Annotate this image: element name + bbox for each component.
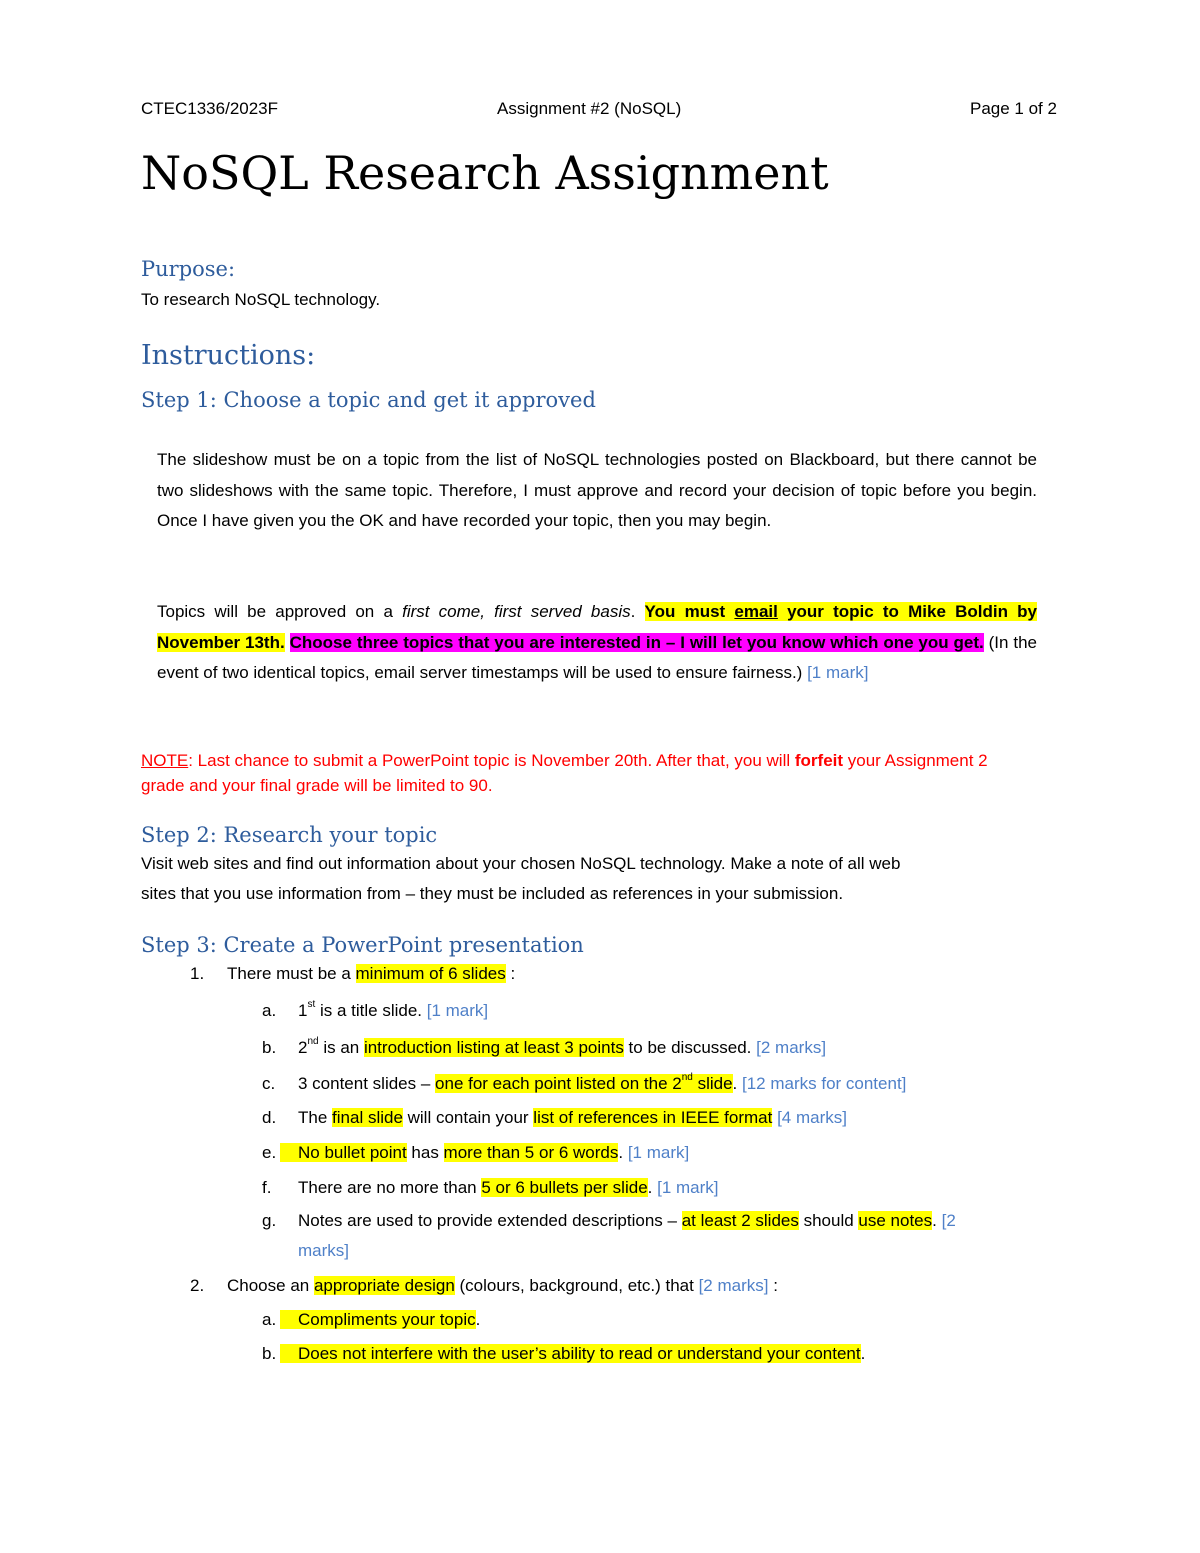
subitem-d-letter: d. bbox=[262, 1108, 277, 1127]
note-line-1: NOTE: Last chance to submit a PowerPoint topic is November 20th. After that, you will forfeit your Assignment 2 bbox=[141, 751, 988, 770]
subitem-g-mark-1: [2 bbox=[941, 1211, 956, 1230]
p2-text-b: . bbox=[630, 602, 645, 621]
purpose-text: To research NoSQL technology. bbox=[141, 290, 381, 309]
p2-highlight-email: You must email your topic to Mike Boldin by November 13th. bbox=[157, 602, 1038, 652]
subitem-g-highlight-1: at least 2 slides bbox=[681, 1211, 799, 1230]
subitem-c-highlight: one for each point listed on the 2nd slide bbox=[435, 1072, 733, 1093]
subitem-d-mark: [4 marks] bbox=[777, 1108, 847, 1127]
note-line-2: grade and your final grade will be limited to 90. bbox=[141, 776, 493, 795]
subitem-f-mark: [1 mark] bbox=[657, 1178, 719, 1197]
subitem-c-mark: [12 marks for content] bbox=[741, 1074, 907, 1093]
subitem-b-letter: b. bbox=[262, 1038, 277, 1057]
item2-subitem-a-highlight: Compliments your topic bbox=[280, 1310, 476, 1329]
p2-highlight-three-topics: Choose three topics that you are interested in – I will let you know which one you get. bbox=[289, 632, 984, 652]
step2-heading: Step 2: Research your topic bbox=[141, 823, 438, 847]
subitem-a-letter: a. bbox=[262, 1001, 277, 1020]
header-course-code: CTEC1336/2023F bbox=[141, 99, 279, 118]
subitem-d-highlight-2: list of references in IEEE format bbox=[533, 1108, 773, 1127]
subitem-e-highlight-1: No bullet point bbox=[280, 1143, 407, 1162]
subitem-g-letter: g. bbox=[262, 1211, 277, 1230]
p2-italic: first come, first served basis bbox=[402, 602, 631, 621]
p2-text-c: (In the event of two identical topics, email server timestamps will be used to ensure fairness.) bbox=[157, 632, 1037, 682]
item2-text: Choose an appropriate design (colours, background, etc.) that [2 marks] : bbox=[227, 1276, 778, 1295]
item1-number: 1. bbox=[190, 964, 205, 983]
subitem-e-letter: e. bbox=[262, 1143, 277, 1162]
item2-number: 2. bbox=[190, 1276, 205, 1295]
p2-text-a: Topics will be approved on a bbox=[157, 602, 403, 621]
subitem-b-highlight: introduction listing at least 3 points bbox=[363, 1038, 624, 1057]
step2-line-2: sites that you use information from – they must be included as references in your submission. bbox=[141, 884, 844, 903]
header-page-number: Page 1 of 2 bbox=[970, 99, 1057, 118]
subitem-b-text: 2nd is an introduction listing at least 3 points to be discussed. [2 marks] bbox=[298, 1036, 827, 1057]
item2-subitem-b-letter: b. bbox=[262, 1344, 277, 1363]
item2-subitem-a-letter: a. bbox=[262, 1310, 277, 1329]
purpose-heading: Purpose: bbox=[141, 257, 236, 281]
subitem-f-highlight: 5 or 6 bullets per slide bbox=[481, 1178, 648, 1197]
step3-heading: Step 3: Create a PowerPoint presentation bbox=[141, 933, 584, 957]
step1-paragraph-2 bbox=[157, 597, 1037, 689]
step1-paragraph-1: The slideshow must be on a topic from the list of NoSQL technologies posted on Blackboard, but there cannot be two slideshows with the same topic. Therefore, I must approve and record your decision of topic before you begin. Once I have given you the OK and have recorded your topic, then you may begin. bbox=[157, 450, 1037, 530]
step1-heading: Step 1: Choose a topic and get it approved bbox=[141, 388, 596, 412]
step2-line-1: Visit web sites and find out information about your chosen NoSQL technology. Make a note of all web bbox=[141, 854, 901, 873]
subitem-c-text: 3 content slides – one for each point listed on the 2nd slide. [12 marks for content] bbox=[298, 1072, 907, 1093]
instructions-heading: Instructions: bbox=[141, 340, 316, 371]
header-assignment: Assignment #2 (NoSQL) bbox=[497, 99, 682, 118]
subitem-g-mark-2: marks] bbox=[298, 1241, 349, 1260]
page-title: NoSQL Research Assignment bbox=[141, 146, 829, 200]
item1-text: There must be a minimum of 6 slides : bbox=[227, 964, 516, 983]
subitem-a-mark: [1 mark] bbox=[426, 1001, 489, 1020]
note-forfeit: forfeit bbox=[794, 751, 844, 770]
subitem-g-text: Notes are used to provide extended descriptions – at least 2 slides should use notes. [2 bbox=[298, 1211, 956, 1230]
item2-subitem-b-highlight: Does not interfere with the user’s ability to read or understand your content bbox=[280, 1344, 861, 1363]
subitem-b-mark: [2 marks] bbox=[756, 1038, 827, 1057]
item2-mark: [2 marks] bbox=[698, 1276, 769, 1295]
item2-subitem-a-text: Compliments your topic. bbox=[280, 1310, 480, 1330]
subitem-f-text: There are no more than 5 or 6 bullets per slide. [1 mark] bbox=[298, 1178, 719, 1197]
subitem-d-text: The final slide will contain your list of references in IEEE format [4 marks] bbox=[298, 1108, 847, 1127]
subitem-e-mark: [1 mark] bbox=[627, 1143, 690, 1162]
subitem-a-text: 1st is a title slide. [1 mark] bbox=[298, 999, 489, 1020]
subitem-g-highlight-2: use notes bbox=[858, 1211, 933, 1230]
item2-highlight: appropriate design bbox=[313, 1276, 455, 1295]
p2-mark: [1 mark] bbox=[807, 663, 869, 682]
subitem-d-highlight-1: final slide bbox=[332, 1108, 403, 1127]
subitem-e-text: No bullet point has more than 5 or 6 words. [1 mark] bbox=[280, 1143, 689, 1163]
note-label: NOTE bbox=[141, 751, 189, 770]
item2-subitem-b-text: Does not interfere with the user’s ability to read or understand your content. bbox=[280, 1344, 865, 1364]
subitem-e-highlight-2: more than 5 or 6 words bbox=[443, 1143, 619, 1162]
subitem-f-letter: f. bbox=[262, 1178, 272, 1197]
subitem-c-letter: c. bbox=[262, 1074, 276, 1093]
item1-highlight: minimum of 6 slides bbox=[355, 964, 506, 983]
